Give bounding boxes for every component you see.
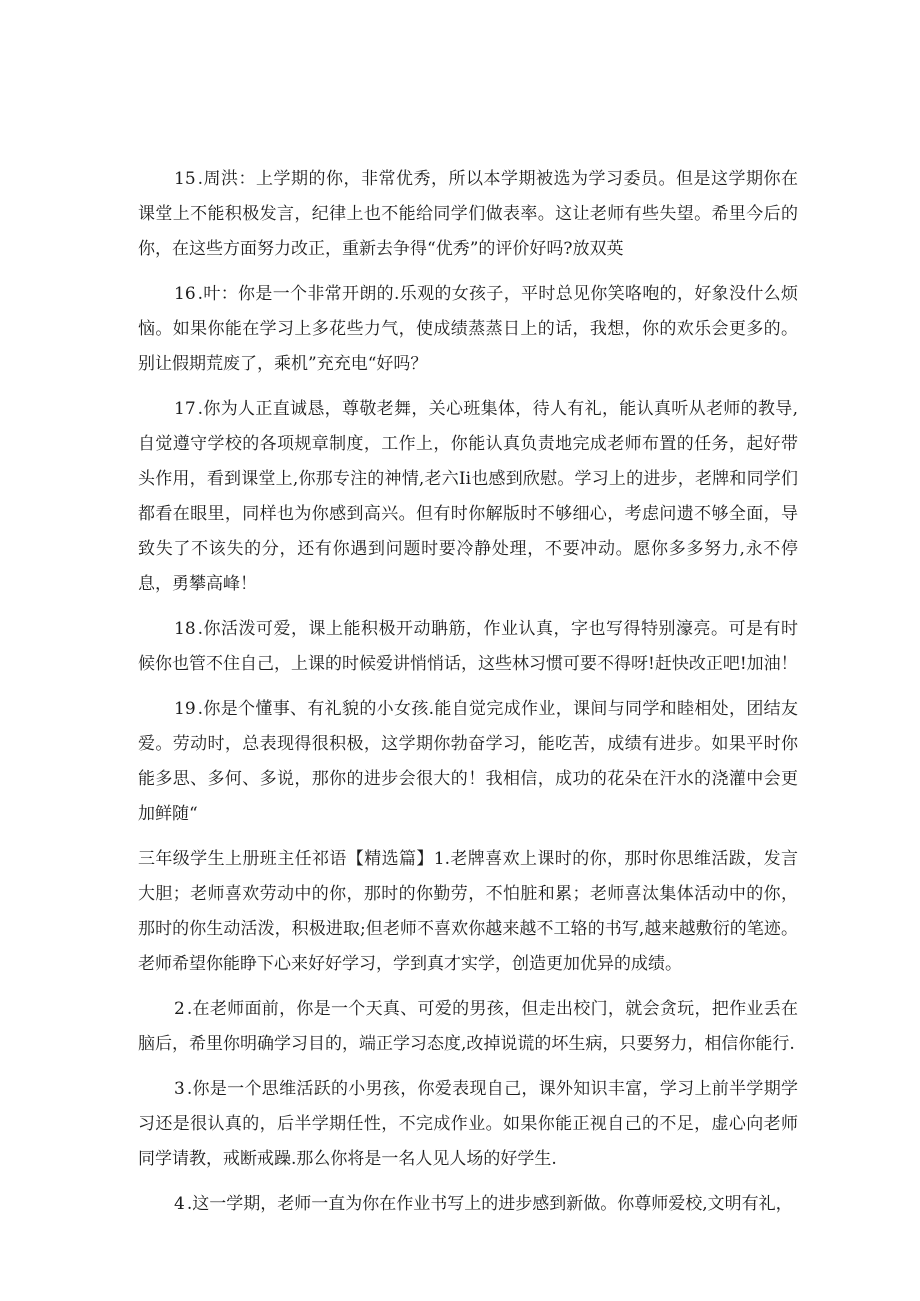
paragraph-18 [138, 612, 798, 682]
paragraph-number: 4 [174, 1194, 185, 1214]
paragraph-text: .你是个懂事、有礼貌的小女孩.能自觉完成作业，课间与同学和睦相处，团结友爱。劳动时，总表现得很积极，这学期你勃奋学习，能吃苦，成绩有进步。如果平时你能多思、多何、多说，那你的进步会很大的！我相信，成功的花朵在汗水的浇灌中会更加鲜随“ [138, 699, 798, 824]
paragraph-number: 16 [174, 284, 196, 304]
paragraph-2 [138, 992, 798, 1062]
paragraph-19 [138, 692, 798, 832]
paragraph-number: 18 [174, 619, 196, 639]
paragraph-4 [138, 1187, 798, 1222]
paragraph-number: 15 [174, 169, 196, 189]
paragraph-text: .叶：你是一个非常开朗的.乐观的女孩子，平时总见你笑咯咆的，好象没什么烦恼。如果你能在学习上多花些力气，使成绩蒸蒸日上的话，我想，你的欢乐会更多的。别让假期荒废了，乘机”充充电“好吗？ [138, 284, 798, 374]
paragraph-text: 三年级学生上册班主任祁语【精选篇】1.老牌喜欢上课时的你，那时你思维活跋，发言大胆；老师喜欢劳动中的你，那时的你勤劳，不怕脏和累；老师喜汰集体活动中的你，那时的你生动活泼，积极进取;但老师不喜欢你越来越不工辂的书写,越来越敷衍的笔迹。老师希望你能睁下心来好好学习，学到真才实学，创造更加优异的成绩。 [138, 849, 798, 974]
paragraph-3 [138, 1072, 798, 1177]
paragraph-number: 3 [174, 1079, 185, 1099]
paragraph-number: 19 [174, 699, 196, 719]
paragraph-text: .这一学期，老师一直为你在作业书写上的进步感到新做。你尊师爱校,文明有礼， [186, 1194, 793, 1214]
paragraph-text: .在老师面前，你是一个天真、可爱的男孩，但走出校门，就会贪玩，把作业丢在脑后，希里你明确学习目的，端正学习态度,改掉说谎的坏生病，只要努力，相信你能行. [138, 999, 798, 1054]
section-intro-paragraph [138, 842, 798, 982]
paragraph-text: .你是一个思维活跃的小男孩，你爱表现自己，课外知识丰富，学习上前半学期学习还是很认真的，后半学期任性，不完成作业。如果你能正视自己的不足，虚心向老师同学请教，戒断戒躁.那么你将是一名人见人场的好学生. [138, 1079, 798, 1169]
paragraph-number: 2 [174, 999, 185, 1019]
paragraph-17 [138, 392, 798, 602]
paragraph-16 [138, 277, 798, 382]
paragraph-15 [138, 162, 798, 267]
paragraph-text: .周洪：上学期的你，非常优秀，所以本学期被选为学习委员。但是这学期你在课堂上不能积极发言，纪律上也不能给同学们做表率。这让老师有些失望。希里今后的你，在这些方面努力改正，重新去争得“优秀”的评价好吗?放双英 [138, 169, 798, 259]
document-body [138, 162, 798, 1232]
paragraph-text: .你活泼可爱，课上能积极开动聃筋，作业认真，字也写得特别濠亮。可是有时候你也管不住自己，上课的时候爱讲悄悄话，这些林习惯可要不得呀!赶快改正吧!加油！ [138, 619, 798, 674]
paragraph-text: .你为人正直诚恳，尊敬老舞，关心班集体，待人有礼，能认真听从老师的教导,自觉遵守学校的各项规章制度，工作上，你能认真负责地完成老师布置的任务，起好带头作用，看到课堂上,你那专注的神情,老六Ii也感到欣慰。学习上的进步，老牌和同学们都看在眼里，同样也为你感到高兴。但有时你解版时不够细心，考虑问遗不够全面，导致失了不该失的分，还有你遇到问题时要冷静处理，不要冲动。愿你多多努力,永不停息，勇攀高峰！ [138, 399, 798, 594]
paragraph-number: 17 [174, 399, 196, 419]
